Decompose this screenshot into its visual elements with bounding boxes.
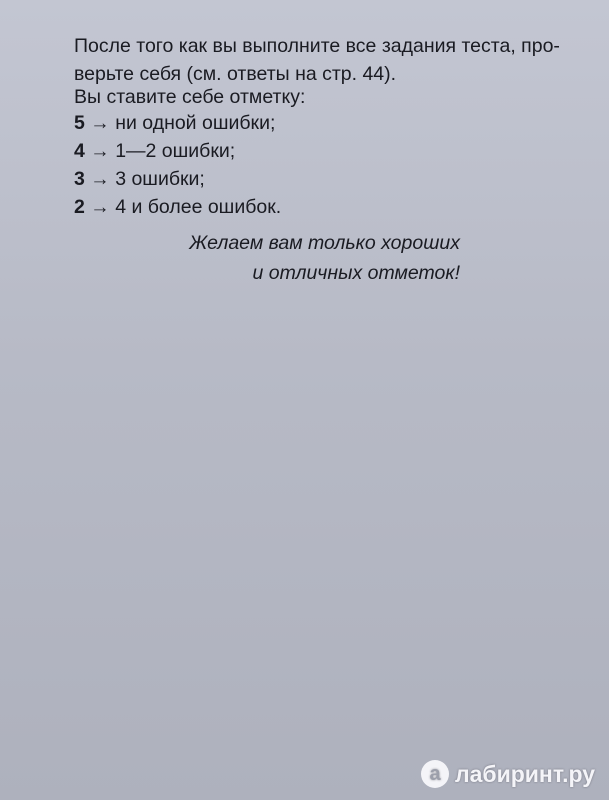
wish-line-2: и отличных отметок! — [252, 262, 460, 284]
grade-number: 5 — [74, 112, 85, 134]
grade-item — [74, 137, 281, 165]
intro-line-2: верьте себя (см. ответы на стр. 44). — [74, 63, 397, 85]
grade-text: → 1—2 ошибки; — [84, 140, 236, 162]
wish-line-1: Желаем вам только хороших — [189, 232, 460, 254]
grade-list — [74, 109, 281, 221]
grade-text: → ни одной ошибки; — [84, 112, 276, 134]
grade-item — [74, 165, 281, 193]
grade-prompt: Вы ставите себе отметку: — [74, 86, 306, 108]
grade-number: 4 — [74, 140, 85, 162]
intro-line-1: После того как вы выполните все задания теста, про- — [74, 35, 560, 57]
closing-wish — [160, 228, 460, 288]
grade-item — [74, 193, 281, 221]
grade-item — [74, 109, 281, 137]
grade-text: → 4 и более ошибок. — [84, 196, 282, 218]
labirint-logo-icon: a — [421, 760, 449, 788]
grade-text: → 3 ошибки; — [84, 168, 205, 190]
intro-paragraph — [74, 32, 574, 88]
grade-number: 3 — [74, 168, 85, 190]
watermark-text: лабиринт.ру — [455, 760, 595, 787]
grade-number: 2 — [74, 196, 85, 218]
watermark — [421, 760, 595, 788]
